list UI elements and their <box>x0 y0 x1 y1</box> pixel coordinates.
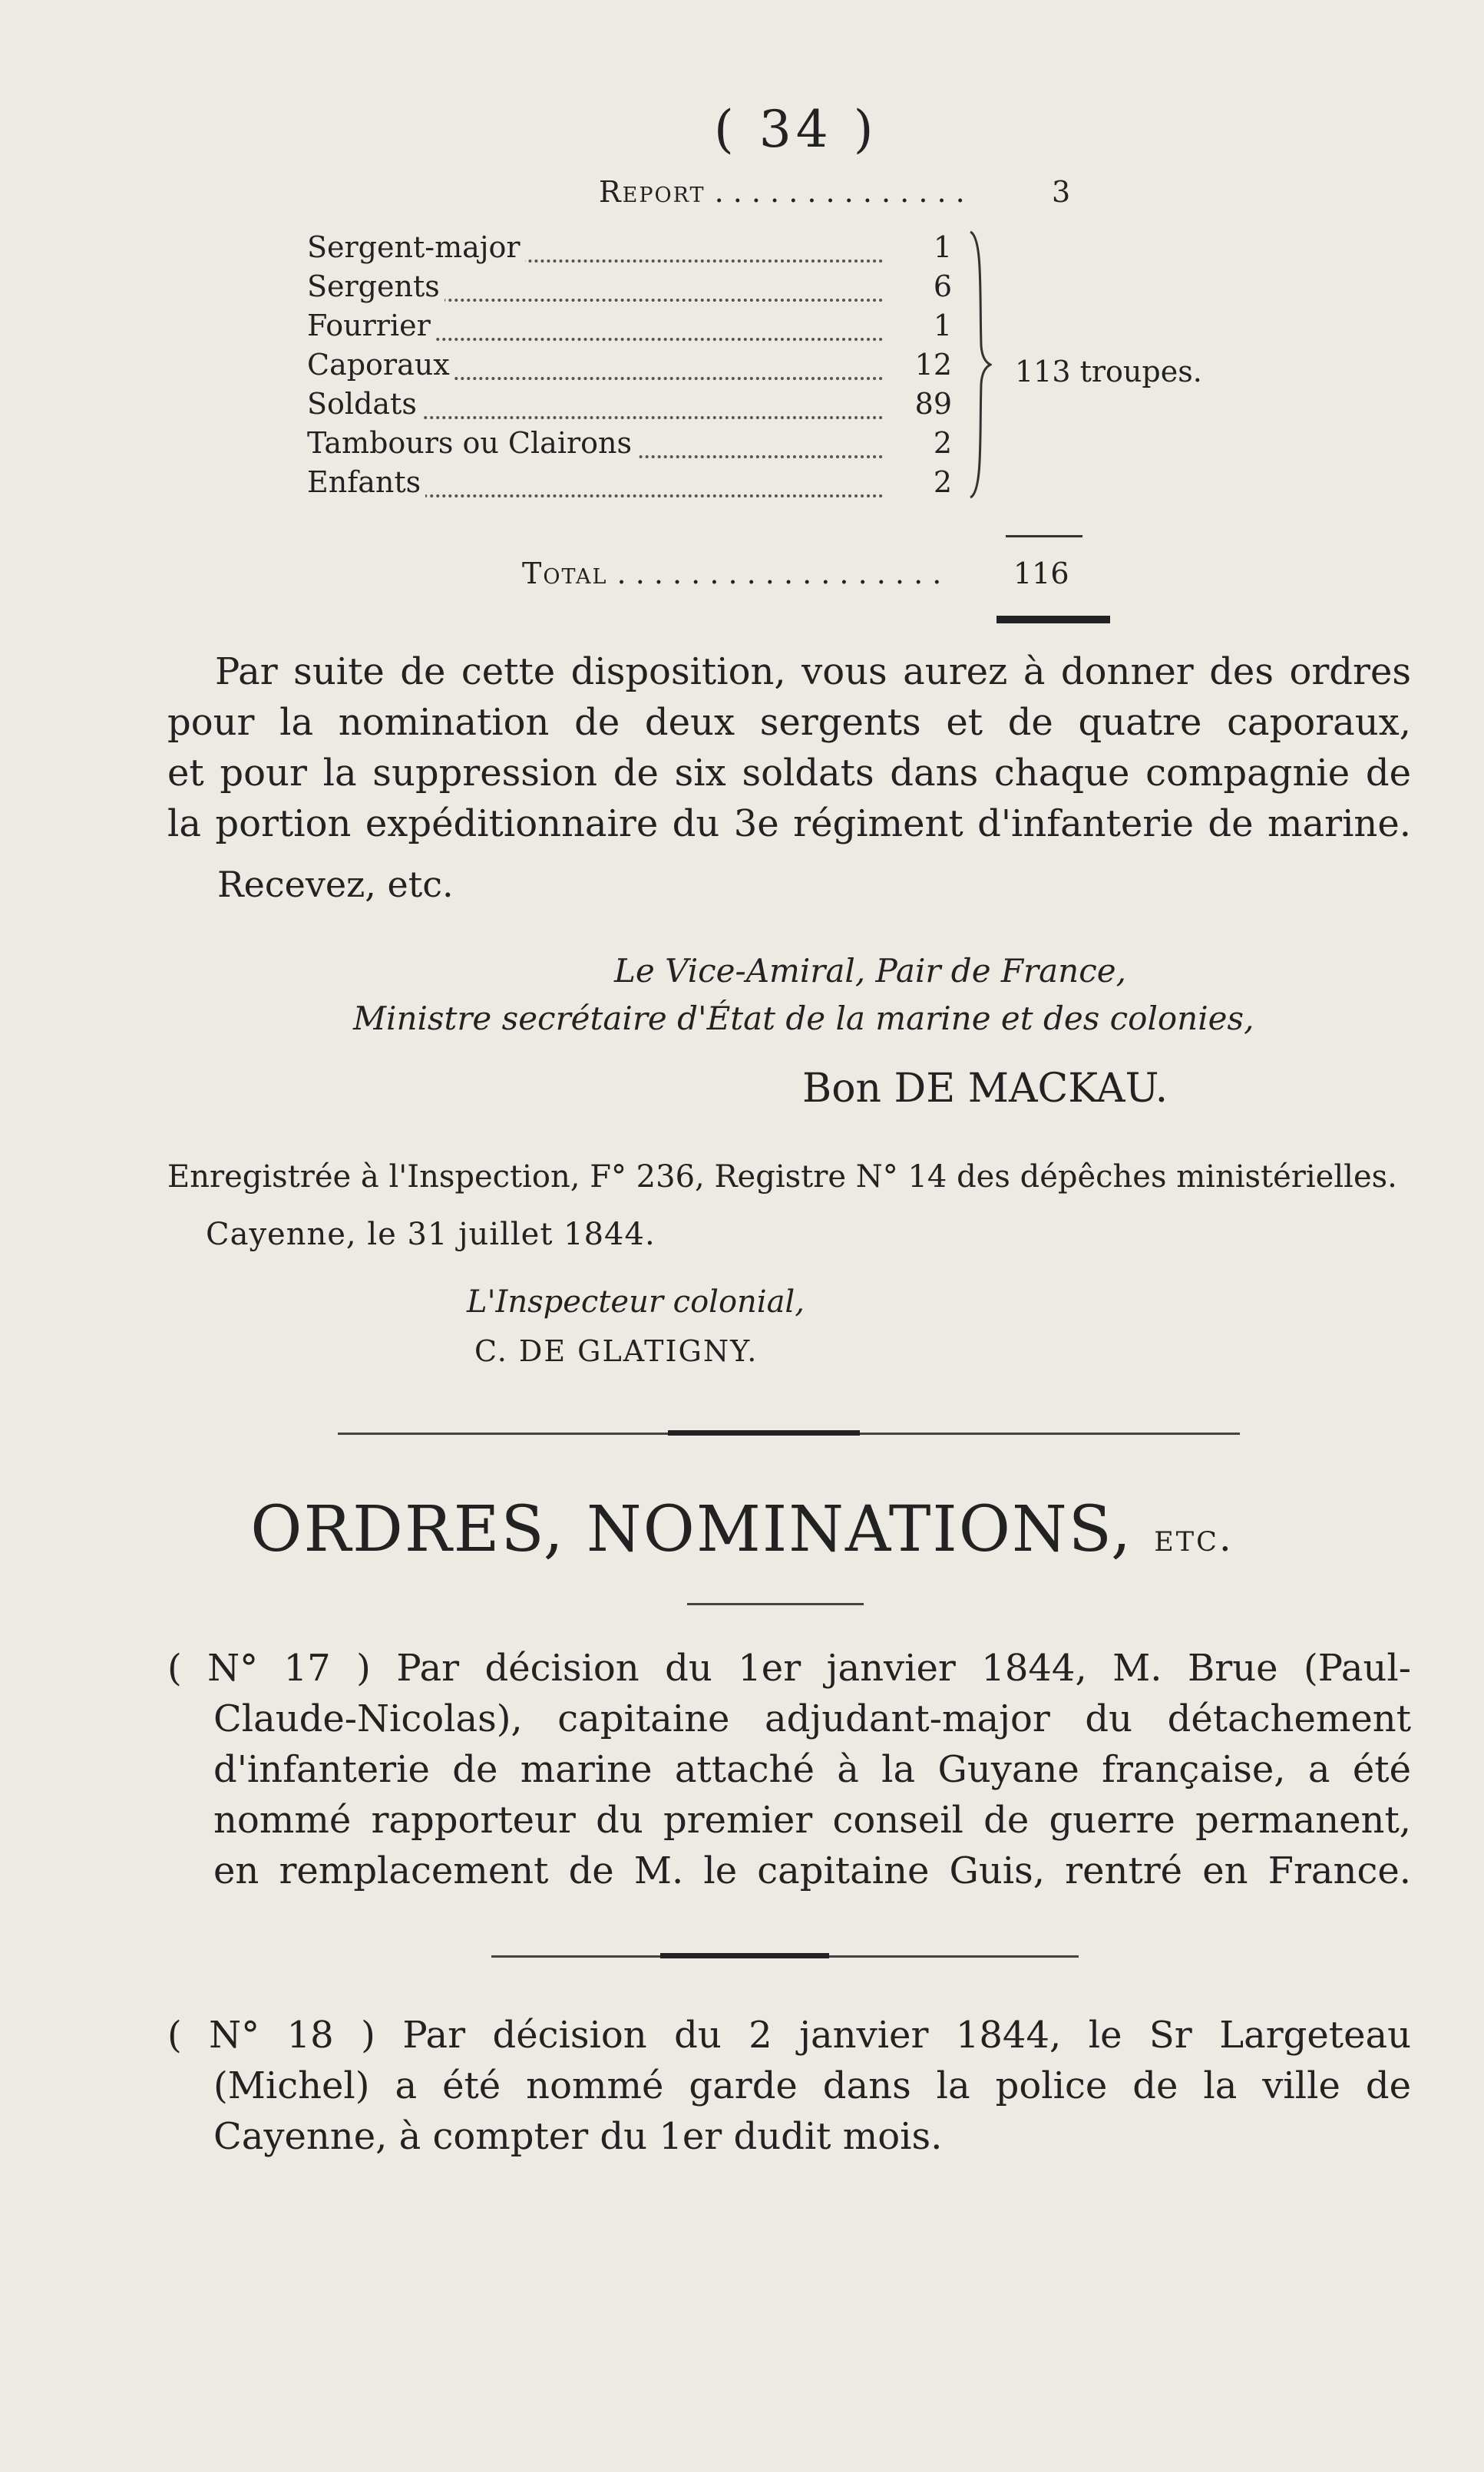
total-line: Total . . . . . . . . . . . . . . . . . . 116 <box>522 557 1069 590</box>
paragraph-line: la portion expéditionnaire du 3e régiment d'infanterie de marine. <box>167 802 1411 845</box>
signature-office: Ministre secrétaire d'État de la marine et des colonies, <box>353 1000 1254 1037</box>
troupes-total: 113 troupes. <box>1015 355 1202 388</box>
paragraph-line: (Michel) a été nommé garde dans la police de la ville de <box>213 2064 1411 2107</box>
heading-etc: etc. <box>1154 1515 1234 1560</box>
divider-ornament <box>668 1430 860 1436</box>
signature-title: Le Vice-Amiral, Pair de France, <box>614 952 1126 990</box>
paragraph-line: d'infanterie de marine attaché à la Guyane française, a été <box>213 1748 1411 1791</box>
divider-ornament <box>660 1953 829 1958</box>
tally-value: 2 <box>933 426 952 460</box>
report-line: Report . . . . . . . . . . . . . . 3 <box>599 175 1071 209</box>
sum-rule <box>1006 535 1082 537</box>
paragraph-line: et pour la suppression de six soldats dans chaque compagnie de <box>167 752 1411 795</box>
tally-value: 6 <box>933 269 952 303</box>
tally-label: Enfants <box>307 465 425 499</box>
tally-label: Fourrier <box>307 309 435 342</box>
registration-note: Enregistrée à l'Inspection, F° 236, Registre N° 14 des dépêches ministérielles. <box>167 1159 1397 1195</box>
section-heading <box>0 1493 1484 1566</box>
report-value: 3 <box>1052 175 1071 209</box>
inspector-name: C. DE GLATIGNY. <box>474 1334 759 1368</box>
place-date: Cayenne, le 31 juillet 1844. <box>206 1217 656 1252</box>
page-number: ( 34 ) <box>714 100 878 159</box>
signature-name: Bon DE MACKAU. <box>802 1066 1168 1112</box>
paragraph-line: en remplacement de M. le capitaine Guis, rentré en France. <box>213 1849 1411 1892</box>
tally-row <box>307 387 952 425</box>
tally-label: Tambours ou Clairons <box>307 426 636 460</box>
tally-value: 12 <box>914 348 952 382</box>
order-17 <box>167 1643 1411 1896</box>
tally-row <box>307 269 952 308</box>
tally-value: 2 <box>933 465 952 499</box>
tally-label: Sergent-major <box>307 230 525 264</box>
tally-row <box>307 348 952 386</box>
tally-row <box>307 230 952 269</box>
paragraph-disposition <box>167 646 1411 849</box>
total-value: 116 <box>1013 557 1069 590</box>
heading-rule <box>687 1603 864 1605</box>
paragraph-line: Par suite de cette disposition, vous aurez à donner des ordres <box>215 650 1411 693</box>
paragraph-line: nommé rapporteur du premier conseil de guerre permanent, <box>213 1799 1411 1842</box>
tally-label: Sergents <box>307 269 445 303</box>
brace-icon <box>969 230 992 499</box>
paragraph-line: pour la nomination de deux sergents et de quatre caporaux, <box>167 701 1411 744</box>
heading-main: ORDRES, NOMINATIONS, <box>250 1493 1133 1566</box>
tally-row <box>307 465 952 504</box>
closing-formula: Recevez, etc. <box>217 864 454 905</box>
tally-label: Caporaux <box>307 348 454 382</box>
tally-label: Soldats <box>307 387 421 421</box>
paragraph-line: ( N° 17 ) Par décision du 1er janvier 1844, M. Brue (Paul- <box>167 1647 1411 1690</box>
tally-row <box>307 309 952 347</box>
paragraph-line: Cayenne, à compter du 1er dudit mois. <box>213 2115 943 2158</box>
tally-value: 89 <box>914 387 952 421</box>
tally-row <box>307 426 952 464</box>
total-underline <box>996 616 1110 623</box>
total-label: Total <box>522 557 608 590</box>
tally-value: 1 <box>933 230 952 264</box>
paragraph-line: Claude-Nicolas), capitaine adjudant-major du détachement <box>213 1697 1411 1740</box>
inspector-title: L'Inspecteur colonial, <box>467 1284 805 1320</box>
report-label: Report <box>599 175 706 209</box>
order-18 <box>167 2010 1411 2162</box>
tally-value: 1 <box>933 309 952 342</box>
paragraph-line: ( N° 18 ) Par décision du 2 janvier 1844, le Sr Largeteau <box>167 2014 1411 2057</box>
